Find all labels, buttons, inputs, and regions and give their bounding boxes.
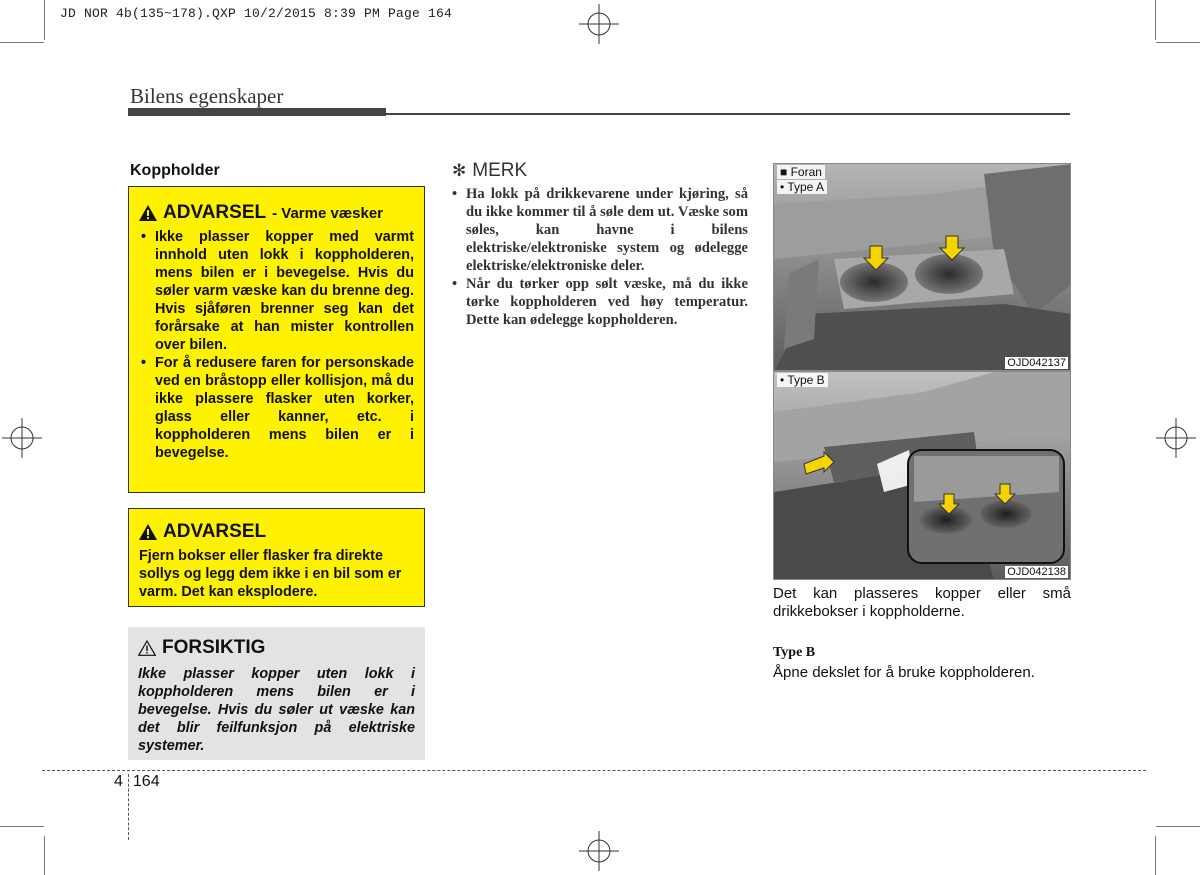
warning-title [139,521,414,543]
warning-body [139,228,414,462]
warning-body: Fjern bokser eller flasker fra direkte sollys og legg dem ikke i en bil som er varm. Det kan eksplodere. [139,548,402,600]
merk-title-text: MERK [472,160,528,181]
caution-title-text: FORSIKTIG [162,637,266,658]
registration-mark-bottom [579,831,619,871]
warning-item: • Ikke plasser kopper med varmt innhold uten lokk i koppholderen, mens bilen er i bevegelse. Hvis du søler varm væske kan du brenne deg. Hvis sjåføren brenner seg kan det forårsake at han mister kontrollen over bilen. [139,228,414,354]
merk-body [452,185,748,329]
type-b-text: Åpne dekslet for å bruke koppholderen. [773,664,1035,681]
warning-triangle-icon [139,205,157,221]
photo-label-type-b: • Type B [777,373,828,387]
cupholder-type-b-illustration [774,372,1071,580]
registration-mark-top [579,4,619,44]
caution-body: Ikke plasser kopper uten lokk i koppholderen mens bilen er i bevegelse. Hvis du søler ut væske kan det blir feilfunksjon på elektriske systemer. [138,666,415,754]
page-number-value: 164 [132,773,160,790]
cupholder-type-a-illustration [774,164,1071,371]
caution-triangle-icon [138,640,156,656]
warning-sunlight-box [128,508,425,607]
merk-item: • Ha lokk på drikkevarene under kjøring, så du ikke kommer til å søle dem ut. Væske som søles, kan havne i bilens elektriske/elektroniske system og ødelegge elektriske/elektroniske deler. [452,185,748,275]
merk-item: • Når du tørker opp sølt væske, må du ikke tørke koppholderen ved høy temperatur. Dette kan ødelegge koppholderen. [452,275,748,329]
registration-mark-right [1156,418,1196,458]
merk-title [452,160,527,182]
crop-mark [44,836,45,875]
warning-title [139,202,414,224]
crop-mark [1155,836,1156,875]
cupholder-photo-type-a [773,163,1071,371]
cupholder-caption: Det kan plasseres kopper eller små drikkebokser i koppholderne. [773,585,1071,620]
crop-mark [1156,826,1200,827]
caution-title [138,637,415,659]
photo-code: OJD042138 [1007,566,1066,578]
warning-title-text: ADVARSEL [163,202,267,223]
photo-label-type-a: • Type A [777,180,827,194]
caution-box [128,627,425,760]
chapter-number: 4 [114,773,123,790]
asterisk-icon: ✻ [452,161,467,180]
photo-label-front: ■ Foran [777,165,825,179]
registration-mark-left [2,418,42,458]
crop-mark [1156,42,1200,43]
section-title: Bilens egenskaper [130,84,284,108]
warning-subtitle-text: - Varme væsker [272,204,384,222]
warning-hot-liquids-box [128,186,425,493]
crop-mark [0,42,44,43]
print-header: JD NOR 4b(135~178).QXP 10/2/2015 8:39 PM Page 164 [60,6,453,21]
footer-dashed-line [42,770,1146,771]
crop-mark [0,826,44,827]
photo-code: OJD042137 [1007,357,1066,369]
warning-triangle-icon [139,524,157,540]
page-number [114,773,160,791]
warning-title-text: ADVARSEL [163,521,267,542]
header-rule-thick [128,108,386,116]
crop-mark [1155,0,1156,40]
koppholder-heading: Koppholder [130,162,220,179]
cupholder-photo-type-b [773,371,1071,580]
type-b-heading: Type B [773,645,816,660]
warning-item: • For å redusere faren for personskade ved en bråstopp eller kollisjon, må du ikke plassere flasker uten korker, glass eller kanner, etc. i koppholderen mens bilen er i bevegelse. [139,354,414,462]
header-rule-thin [386,113,1070,115]
crop-mark [44,0,45,40]
